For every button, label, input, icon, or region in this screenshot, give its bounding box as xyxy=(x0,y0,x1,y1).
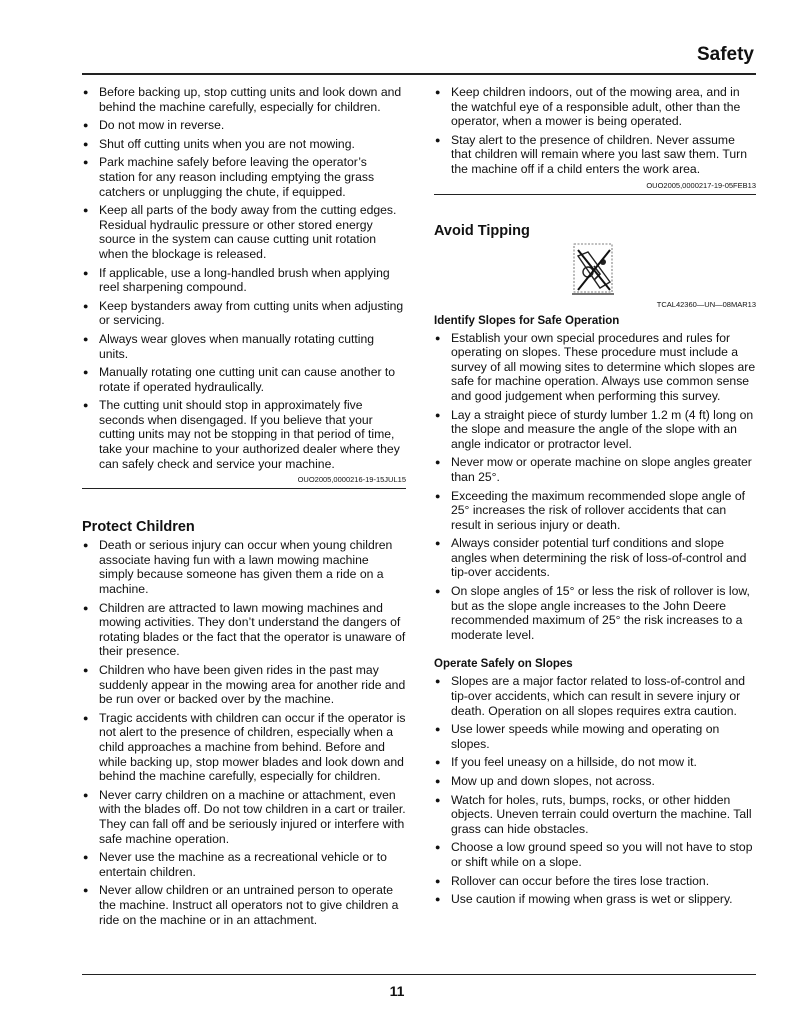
list-item: ● Always wear gloves when manually rotating cutting units. xyxy=(82,332,406,361)
list-item: ● Rollover can occur before the tires lose traction. xyxy=(434,874,756,889)
list-item: ● Death or serious injury can occur when young children associate having fun with a lawn mowing machine simply because someone has given them a ride on a machine. xyxy=(82,538,406,596)
list-item: ● Choose a low ground speed so you will not have to stop or shift while on a slope. xyxy=(434,840,756,869)
page-title: Safety xyxy=(696,44,754,65)
list-item: ● If applicable, use a long-handled brush when applying reel sharpening compound. xyxy=(82,266,406,295)
list-item: ● Manually rotating one cutting unit can cause another to rotate if operated hydraulically. xyxy=(82,365,406,394)
list-item: ● Never carry children on a machine or attachment, even with the blades off. Do not tow children in a cart or trailer. They can fall off and be seriously injured or interfere with safe machine operation. xyxy=(82,788,406,846)
header-rule xyxy=(82,73,756,75)
footer-rule xyxy=(82,974,756,975)
list-item: ● Keep bystanders away from cutting units when adjusting or servicing. xyxy=(82,299,406,328)
list-item: ● Use caution if mowing when grass is wet or slippery. xyxy=(434,892,756,907)
list-item: ● Children who have been given rides in the past may suddenly appear in the mowing area for another ride and be run over or backed over by the machine. xyxy=(82,663,406,707)
page-number: 11 xyxy=(389,983,405,999)
list-item: ● Establish your own special procedures and rules for operating on slopes. These procedure must include a survey of all mowing sites to determine which slopes are safe for machine operation. Always use common sense and good judgement when performing this survey. xyxy=(434,331,756,404)
bullet-list-cutting-units xyxy=(82,85,406,471)
list-item: ● If you feel uneasy on a hillside, do not mow it. xyxy=(434,755,756,770)
list-item: ● Shut off cutting units when you are not mowing. xyxy=(82,137,406,152)
list-item: ● Keep children indoors, out of the mowing area, and in the watchful eye of a responsible adult, other than the operator, when a mower is being operated. xyxy=(434,85,756,129)
list-item: ● Lay a straight piece of sturdy lumber 1.2 m (4 ft) long on the slope and measure the angle of the slope with an angle indicator or protractor level. xyxy=(434,408,756,452)
bullet-list-children-continued xyxy=(434,85,756,177)
list-item: ● Park machine safely before leaving the operator’s station for any reason including emptying the grass catchers or unplugging the chute, if equipped. xyxy=(82,155,406,199)
bullet-list-operate-safely xyxy=(434,674,756,906)
list-item: ● Do not mow in reverse. xyxy=(82,118,406,133)
left-column xyxy=(82,85,406,931)
right-column xyxy=(434,85,756,911)
bullet-list-identify-slopes xyxy=(434,331,756,643)
list-item: ● Stay alert to the presence of children. Never assume that children will remain where you last saw them. Turn the machine off if a child enters the work area. xyxy=(434,133,756,177)
list-item: ● Keep all parts of the body away from the cutting edges. Residual hydraulic pressure or other stored energy source in the system can cause cutting unit rotation when the blockage is released. xyxy=(82,203,406,261)
list-item: ● Never allow children or an untrained person to operate the machine. Instruct all operators not to give children a ride on the machine or in an attachment. xyxy=(82,883,406,927)
list-item: ● Use lower speeds while mowing and operating on slopes. xyxy=(434,722,756,751)
list-item: ● The cutting unit should stop in approximately five seconds when disengaged. If you believe that your cutting units may not be stopping in that period of time, take your machine to your authorized dealer where they can safely check and service your machine. xyxy=(82,398,406,471)
section-heading-avoid-tipping: Avoid Tipping xyxy=(434,222,530,239)
list-item: ● Before backing up, stop cutting units and look down and behind the machine carefully, especially for children. xyxy=(82,85,406,114)
list-item: ● Always consider potential turf conditions and slope angles when determining the risk of loss-of-control and tip-over accidents. xyxy=(434,536,756,580)
figure-code: TCAL42360—UN—08MAR13 xyxy=(656,299,756,309)
list-item: ● Mow up and down slopes, not across. xyxy=(434,774,756,789)
list-item: ● Children are attracted to lawn mowing machines and mowing activities. They don’t understand the dangers of rotating blades or the fact that the operator is unaware of their presence. xyxy=(82,601,406,659)
list-item: ● Watch for holes, ruts, bumps, rocks, or other hidden objects. Uneven terrain could overturn the machine. Tall grass can hide obstacles. xyxy=(434,793,756,837)
reference-code: OUO2005,0000217-19-05FEB13 xyxy=(434,181,756,195)
list-item: ● Exceeding the maximum recommended slope angle of 25° increases the risk of rollover accidents that can result in serious injury or death. xyxy=(434,489,756,533)
list-item: ● On slope angles of 15° or less the risk of rollover is low, but as the slope angle increases to the John Deere recommended maximum of 25° the risk increases to a moderate level. xyxy=(434,584,756,642)
section-heading-protect-children: Protect Children xyxy=(82,519,195,536)
list-item: ● Never use the machine as a recreational vehicle or to entertain children. xyxy=(82,850,406,879)
list-item: ● Never mow or operate machine on slope angles greater than 25°. xyxy=(434,455,756,484)
list-item: ● Slopes are a major factor related to loss-of-control and tip-over accidents, which can result in severe injury or death. Operation on all slopes requires extra caution. xyxy=(434,674,756,718)
list-item: ● Tragic accidents with children can occur if the operator is not alert to the presence of children, especially when a child approaches a machine from behind. Before and while backing up, stop mower blades and look down and behind the machine carefully, especially for children. xyxy=(82,711,406,784)
bullet-list-protect-children xyxy=(82,538,406,927)
reference-code: OUO2005,0000216-19-15JUL15 xyxy=(82,475,406,489)
subheading-operate-safely: Operate Safely on Slopes xyxy=(434,658,573,671)
subheading-identify-slopes: Identify Slopes for Safe Operation xyxy=(434,314,620,327)
tipping-warning-icon xyxy=(570,242,616,298)
